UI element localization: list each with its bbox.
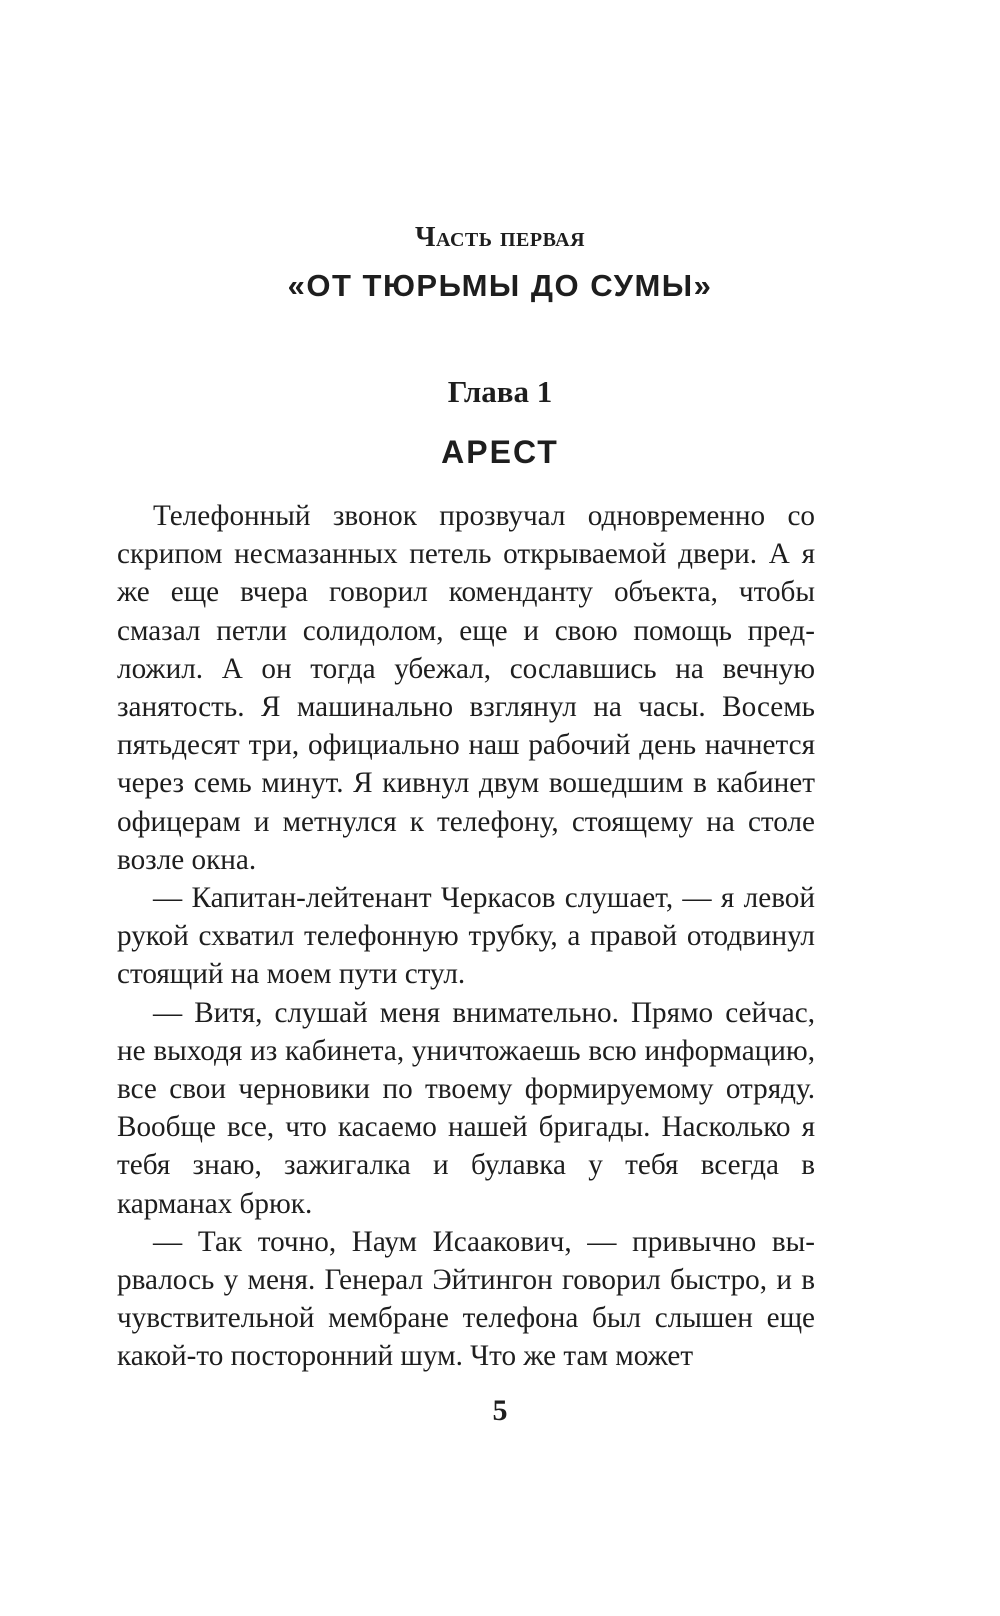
part-title: «ОТ ТЮРЬМЫ ДО СУМЫ»	[287, 268, 713, 303]
paragraph: Телефонный звонок прозвучал одновременно со скрипом несмазанных петель открываемой двери. А я же еще вчера говорил коменданту объекта, чтобы смазал петли солидолом, еще и свою помощь предложил. А он тогда убежал, сославшись на вечную занятость. Я машинально взглянул на часы. Восемь пятьдесят три, официально наш рабочий день начнется через семь минут. Я кивнул двум вошедшим в кабинет офицерам и метнулся к телефону, стоящему на столе возле окна.	[117, 500, 815, 876]
chapter-body	[117, 497, 815, 1376]
chapter-number: Глава 1	[447, 374, 553, 409]
paragraph: — Капитан-лейтенант Черкасов слушает, — я левой рукой схватил телефонную трубку, а правой отодвинул стоящий на моем пути стул.	[117, 882, 815, 991]
part-label: Часть первая	[414, 222, 586, 253]
chapter-title: АРЕСТ	[441, 434, 559, 470]
paragraph: — Так точно, Наум Исаакович, — привычно вырвалось у меня. Генерал Эйтингон говорил быстро, и в чувствительной мембране телефона был слышен еще какой-то посторонний шум. Что же там может	[117, 1225, 815, 1373]
page-number: 5	[492, 1394, 508, 1427]
paragraph: — Витя, слушай меня внимательно. Прямо сейчас, не выходя из кабинета, уничтожаешь всю информацию, все свои черновики по твоему формируемому отряду. Вообще все, что касаемо нашей бригады. Насколько я тебя знаю, зажигалка и булавка у тебя всегда в карманах брюк.	[117, 996, 815, 1220]
